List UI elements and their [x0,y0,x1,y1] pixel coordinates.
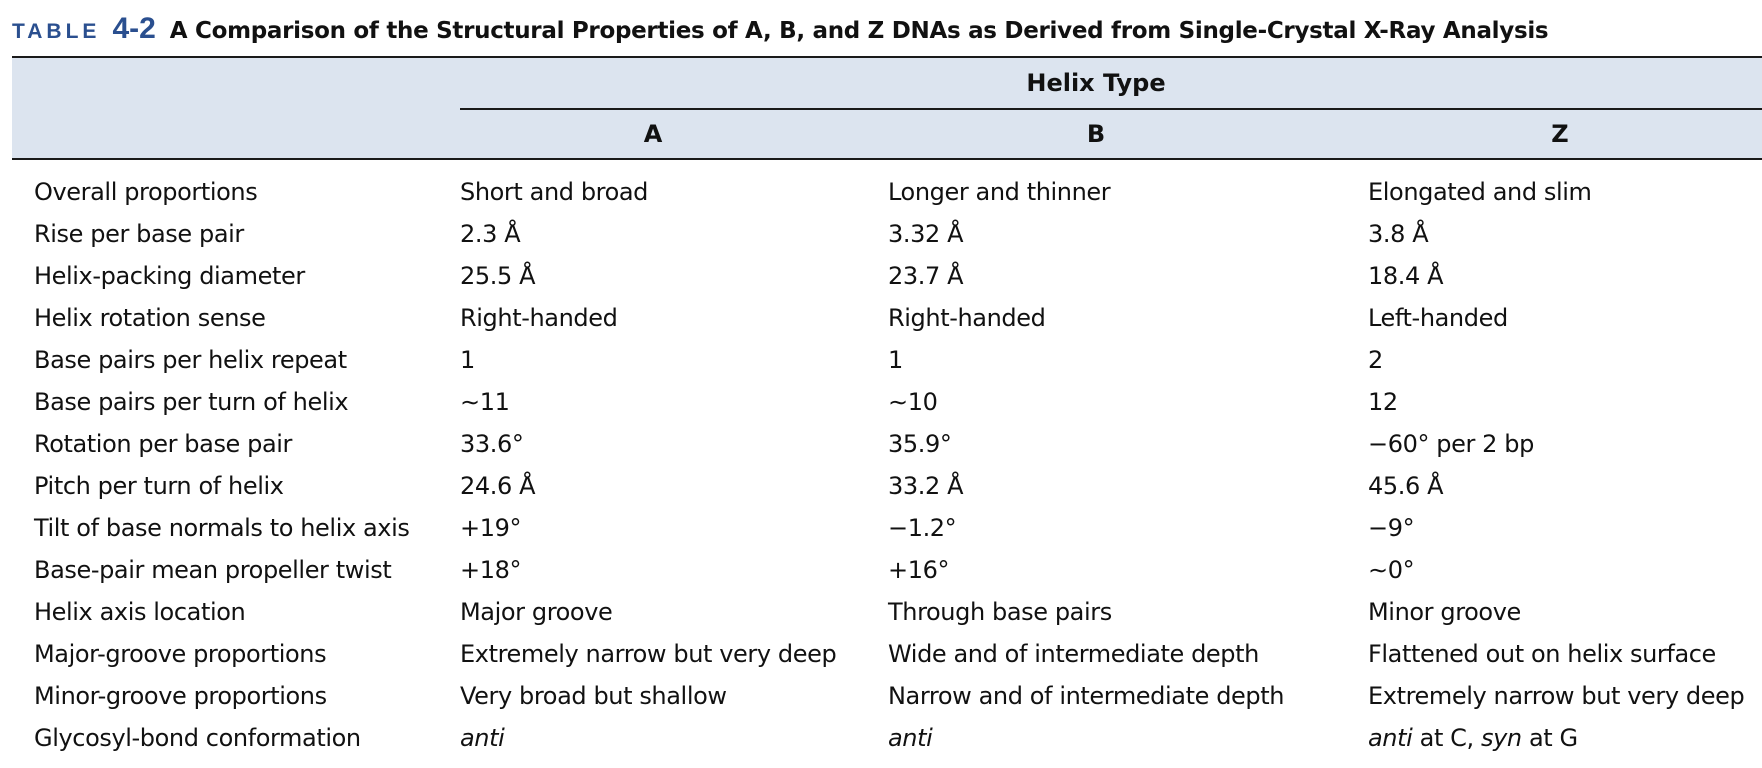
row-label: Tilt of base normals to helix axis [34,514,410,542]
cell-b: −1.2° [888,514,957,542]
table-row [0,339,1762,381]
cell-b: anti [888,724,933,752]
cell-z: ∼0° [1368,556,1415,584]
cell-z-part: at C, [1412,724,1481,752]
cell-a: 33.6° [460,430,524,458]
table-row [0,297,1762,339]
column-header-z: Z [1551,120,1569,148]
cell-z: Minor groove [1368,598,1521,626]
table-row [0,549,1762,591]
cell-z: 12 [1368,388,1398,416]
table-row [0,255,1762,297]
cell-b: +16° [888,556,950,584]
cell-a: 25.5 Å [460,262,536,290]
cell-b: 3.32 Å [888,220,964,248]
table-row [0,675,1762,717]
table-row [0,423,1762,465]
table-number: 4-2 [112,12,156,45]
row-label: Base-pair mean propeller twist [34,556,392,584]
row-label: Major-groove proportions [34,640,327,668]
row-label: Helix-packing diameter [34,262,305,290]
cell-a: Very broad but shallow [460,682,727,710]
cell-a: 2.3 Å [460,220,521,248]
cell-b: 35.9° [888,430,952,458]
table-row [0,171,1762,213]
table-row [0,591,1762,633]
cell-a: Extremely narrow but very deep [460,640,837,668]
cell-a: 1 [460,346,475,374]
row-label: Helix axis location [34,598,246,626]
cell-z: 3.8 Å [1368,220,1429,248]
table-row [0,381,1762,423]
row-label: Rise per base pair [34,220,244,248]
cell-z: −60° per 2 bp [1368,430,1534,458]
row-label: Base pairs per turn of helix [34,388,349,416]
cell-z-part: syn [1481,724,1522,752]
table-row [0,507,1762,549]
comparison-table [0,171,1762,759]
table-label: TABLE [12,20,101,43]
cell-a: Short and broad [460,178,649,206]
cell-z: −9° [1368,514,1415,542]
cell-z-part: anti [1368,724,1413,752]
table-row [0,465,1762,507]
cell-a: +18° [460,556,522,584]
row-label: Overall proportions [34,178,258,206]
table-body [0,171,1762,759]
cell-z: Left-handed [1368,304,1508,332]
helix-type-rule [460,108,1762,110]
table-title [12,12,1548,48]
table-row [0,213,1762,255]
row-label: Glycosyl-bond conformation [34,724,361,752]
column-header-a: A [643,120,663,148]
cell-z: 18.4 Å [1368,262,1444,290]
cell-b: Through base pairs [888,598,1112,626]
table-row [0,717,1762,759]
row-label: Helix rotation sense [34,304,266,332]
cell-b: Right-handed [888,304,1046,332]
row-label: Rotation per base pair [34,430,293,458]
cell-a: anti [460,724,505,752]
row-label: Base pairs per helix repeat [34,346,347,374]
table-row [0,633,1762,675]
cell-a: Right-handed [460,304,618,332]
cell-a: +19° [460,514,522,542]
cell-b: 1 [888,346,903,374]
column-header-b: B [1086,120,1106,148]
cell-b: 33.2 Å [888,472,964,500]
helix-type-header: Helix Type [1026,69,1166,97]
cell-b: 23.7 Å [888,262,964,290]
cell-z: Flattened out on helix surface [1368,640,1716,668]
cell-z-part: at G [1521,724,1578,752]
cell-z: Extremely narrow but very deep [1368,682,1745,710]
cell-a: Major groove [460,598,613,626]
cell-b: ∼10 [888,388,938,416]
row-label: Pitch per turn of helix [34,472,284,500]
row-label: Minor-groove proportions [34,682,327,710]
cell-b: Wide and of intermediate depth [888,640,1259,668]
cell-a: ∼11 [460,388,510,416]
cell-b: Narrow and of intermediate depth [888,682,1285,710]
cell-b: Longer and thinner [888,178,1111,206]
cell-z: 2 [1368,346,1383,374]
cell-z: Elongated and slim [1368,178,1592,206]
cell-a: 24.6 Å [460,472,536,500]
cell-z [1368,717,1762,759]
cell-z: 45.6 Å [1368,472,1444,500]
table-caption: A Comparison of the Structural Properties of A, B, and Z DNAs as Derived from Single-Crystal X-Ray Analysis [169,18,1549,44]
